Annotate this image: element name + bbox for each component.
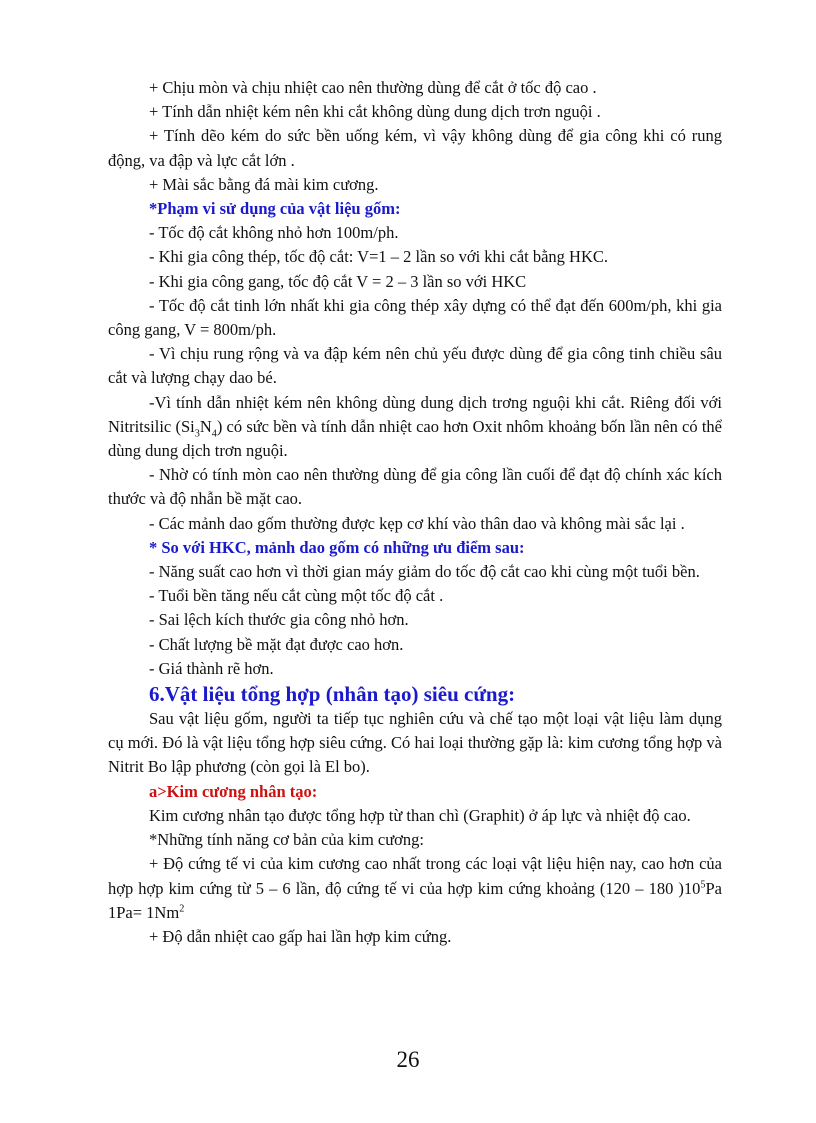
paragraph: + Độ dẫn nhiệt cao gấp hai lần hợp kim cứng. <box>149 926 452 946</box>
text: + Độ cứng tế vi của kim cương cao nhất trong các loại vật liệu hiện nay, cao hơn của hợp hợp kim cứng từ 5 – 6 lần, độ cứng tế vi của hợp kim cứng khoảng (120 – 180 )10 <box>108 854 722 898</box>
subscript: 4 <box>211 428 217 440</box>
text: -Vì tính dẫn nhiệt kém nên không dùng dung dịch trơng nguội khi cắt. Riêng đối với Nitritsilic (Si <box>108 392 722 436</box>
text: ) có sức bền và tính dẫn nhiệt cao hơn Oxit nhôm khoảng bốn lần nên có thể dùng dung dịch trơn nguội. <box>108 416 722 461</box>
section-title: 6.Vật liệu tổng hợp (nhân tạo) siêu cứng: <box>149 682 516 707</box>
paragraph: Sau vật liệu gốm, người ta tiếp tục nghiên cứu và chế tạo một loại vật liệu làm dụng cụ mới. Đó là vật liệu tổng hợp siêu cứng. Có hai loại thường gặp là: kim cương tổng hợp và Nitrit Bo lập phương (còn gọi là El bo). <box>108 709 722 777</box>
paragraph-hardness <box>108 852 722 925</box>
document-body <box>108 76 722 949</box>
superscript: 2 <box>179 903 185 915</box>
heading-scope: *Phạm vi sử dụng của vật liệu gốm: <box>149 199 401 219</box>
text: N <box>199 416 212 436</box>
paragraph: - Vì chịu rung rộng và va đập kém nên chủ yếu được dùng để gia công tinh chiều sâu cắt và lượng chạy dao bé. <box>108 344 722 388</box>
paragraph: + Tính dẫn nhiệt kém nên khi cắt không dùng dung dịch trơn nguội . <box>149 102 601 122</box>
paragraph: - Tốc độ cắt tinh lớn nhất khi gia công thép xây dựng có thể đạt đến 600m/ph, khi gia công gang, V = 800m/ph. <box>108 295 722 340</box>
paragraph: - Sai lệch kích thước gia công nhỏ hơn. <box>149 610 409 630</box>
paragraph: + Chịu mòn và chịu nhiệt cao nên thường dùng để cắt ở tốc độ cao . <box>149 78 597 97</box>
heading-advantages: * So với HKC, mảnh dao gốm có những ưu điểm sau: <box>149 537 525 557</box>
superscript: 5 <box>700 879 706 890</box>
paragraph: *Những tính năng cơ bản của kim cương: <box>149 830 424 850</box>
paragraph: - Khi gia công thép, tốc độ cắt: V=1 – 2 lần so với khi cắt bằng HKC. <box>149 247 609 267</box>
paragraph: - Chất lượng bề mặt đạt được cao hơn. <box>149 634 404 654</box>
paragraph-nitritsilic <box>108 391 722 464</box>
paragraph: - Năng suất cao hơn vì thời gian máy giảm do tốc độ cắt cao khi cùng một tuổi bền. <box>149 562 700 582</box>
heading-diamond: a>Kim cương nhân tạo: <box>149 781 318 801</box>
page-number: 26 <box>396 1047 420 1072</box>
paragraph: - Giá thành rẽ hơn. <box>149 658 274 678</box>
subscript: 3 <box>194 428 200 440</box>
paragraph: Kim cương nhân tạo được tổng hợp từ than chì (Graphit) ở áp lực và nhiệt độ cao. <box>149 805 691 825</box>
paragraph: - Tốc độ cắt không nhỏ hơn 100m/ph. <box>149 223 399 243</box>
paragraph: + Mài sắc bằng đá mài kim cương. <box>149 174 379 194</box>
paragraph: - Nhờ có tính mòn cao nên thường dùng để gia công lần cuối để đạt độ chính xác kích thước và độ nhẫn bề mặt cao. <box>108 465 722 509</box>
paragraph: - Tuổi bền tăng nếu cắt cùng một tốc độ cắt . <box>149 586 444 606</box>
paragraph: - Các mảnh dao gốm thường được kẹp cơ khí vào thân dao và không mài sắc lại . <box>149 513 685 533</box>
paragraph: + Tính dẽo kém do sức bền uống kém, vì vậy không dùng để gia công khi có rung động, va đập và lực cắt lớn . <box>108 126 722 170</box>
paragraph: - Khi gia công gang, tốc độ cắt V = 2 – 3 lần so với HKC <box>149 271 527 291</box>
text: Pa 1Pa= 1Nm <box>108 878 722 922</box>
